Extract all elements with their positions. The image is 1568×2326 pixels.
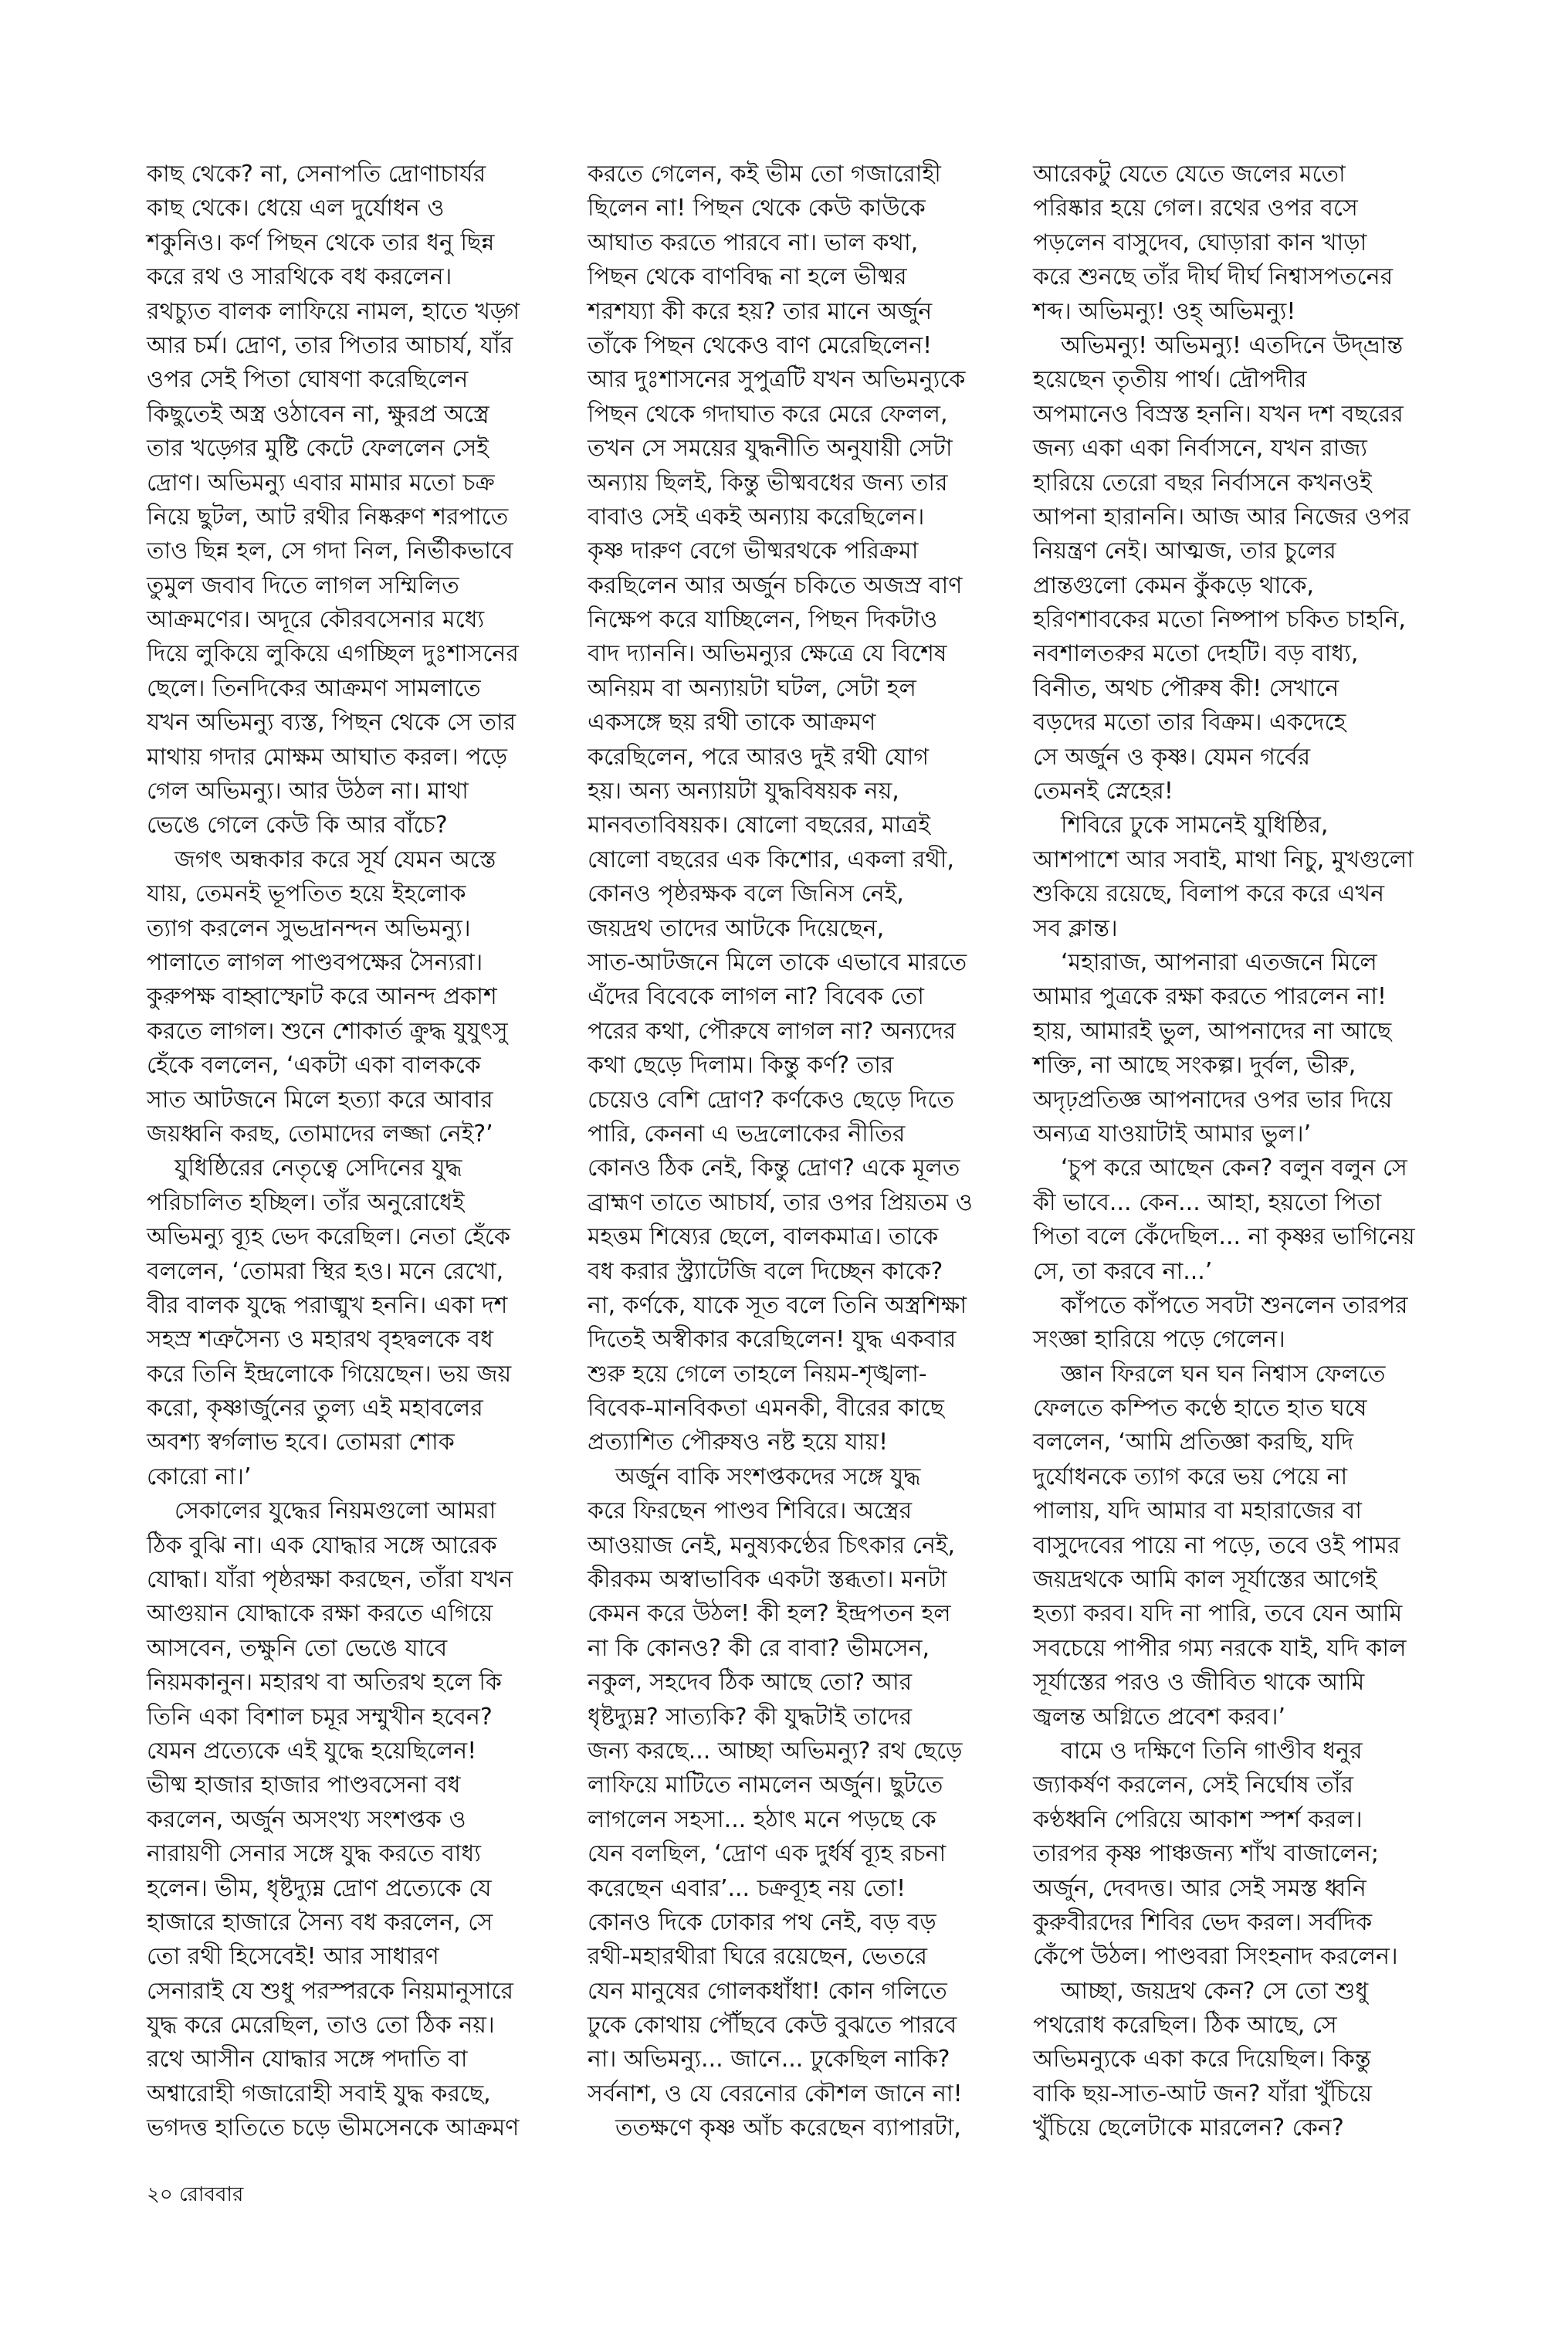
text-line: ছিলেন না! পিছন থেকে কেউ কাউকে (588, 195, 926, 222)
text-line: পিতা বলে কেঁদেছিল... না কৃষ্ণর ভাগিনেয় (1033, 1223, 1415, 1251)
text-line: হারিয়ে তেরো বছর নির্বাসনে কখনওই (1033, 469, 1372, 497)
text-line: বাদ দ্যাননি। অভিমন্যুর ক্ষেত্রে যে বিশেষ (588, 640, 947, 668)
text-line: জগৎ অন্ধকার করে সূর্য যেমন অস্তে (174, 846, 496, 873)
text-line: কী ভাবে... কেন... আহা, হয়তো পিতা (1033, 1188, 1382, 1216)
text-line: না, কর্ণকে, যাকে সূত বলে তিনি অস্ত্রশিক্ষা (588, 1291, 967, 1319)
text-line: ভেঙে গেলে কেউ কি আর বাঁচে? (147, 812, 448, 839)
text-line: পালাতে লাগল পাণ্ডবপক্ষের সৈন্যরা। (147, 948, 483, 976)
text-line: অর্জুন, দেবদত্ত। আর সেই সমস্ত ধ্বনি (1033, 1874, 1366, 1902)
text-line: আক্রমণের। অদূরে কৌরবসেনার মধ্যে (147, 606, 485, 634)
text-line: হত্যা করব। যদি না পারি, তবে যেন আমি (1033, 1600, 1403, 1628)
text-line: তখন সে সময়ের যুদ্ধনীতি অনুযায়ী সেটা (588, 435, 953, 463)
text-line: দিয়ে লুকিয়ে লুকিয়ে এগচ্ছিল দুঃশাসনের (147, 640, 519, 668)
text-line: তো রথী হিসেবেই! আর সাধারণ (147, 1943, 439, 1971)
text-line: সংজ্ঞা হারিয়ে পড়ে গেলেন। (1033, 1326, 1285, 1354)
text-line: বামে ও দক্ষিণে তিনি গাণ্ডীব ধনুর (1061, 1737, 1363, 1765)
text-line: বধ করার স্ট্র্যাটেজি বলে দিচ্ছেন কাকে? (588, 1257, 943, 1285)
text-line: হায়, আমারই ভুল, আপনাদের না আছে (1033, 1017, 1392, 1045)
text-line: বাবাও সেই একই অন্যায় করেছিলেন। (588, 503, 925, 531)
text-line: দ্রোণ। অভিমন্যু এবার মামার মতো চক্র (147, 469, 495, 497)
text-line: সব ক্লান্ত। (1033, 914, 1118, 942)
text-line: ব্রাহ্মণ তাতে আচার্য, তার ওপর প্রিয়তম ও (588, 1188, 973, 1216)
text-line: তার খড়্গের মুষ্টি কেটে ফেললেন সেই (147, 435, 489, 463)
text-line: শুরু হয়ে গেলে তাহলে নিয়ম-শৃঙ্খলা- (588, 1360, 927, 1388)
magazine-name: রোববার (179, 2183, 244, 2206)
text-line: সর্বনাশ, ও যে বেরনোর কৌশল জানে না! (588, 2080, 963, 2107)
text-line: শব্দ। অভিমন্যু! ওহ্ অভিমন্যু! (1033, 297, 1296, 325)
text-line: জন্য একা একা নির্বাসনে, যখন রাজ্য (1033, 435, 1367, 463)
text-line: আচ্ছা, জয়দ্রথ কেন? সে তো শুধু (1061, 1977, 1369, 2005)
text-line: অন্যায় ছিলই, কিন্তু ভীষ্মবধের জন্য তার (588, 469, 948, 497)
text-line: আরেকটু যেতে যেতে জলের মতো (1033, 161, 1346, 188)
text-line: নারায়ণী সেনার সঙ্গে যুদ্ধ করতে বাধ্য (147, 1840, 481, 1868)
article-column-1 (147, 158, 579, 2146)
text-line: কোরো না।’ (147, 1463, 252, 1490)
text-line: শরশয্যা কী করে হয়? তার মানে অর্জুন (588, 297, 933, 325)
text-line: পরিচালিত হচ্ছিল। তাঁর অনুরোধেই (147, 1188, 465, 1216)
text-line: করো, কৃষ্ণার্জুনের তুল্য এই মহাবলের (147, 1395, 483, 1422)
text-line: যুদ্ধ করে মেরেছিল, তাও তো ঠিক নয়। (147, 2012, 495, 2039)
text-line: বাসুদেবের পায়ে না পড়ে, তবে ওই পামর (1033, 1531, 1400, 1559)
article-column-2 (588, 158, 1020, 2146)
text-line: খুঁচিয়ে ছেলেটাকে মারলেন? কেন? (1033, 2114, 1344, 2142)
text-line: অবশ্য স্বর্গলাভ হবে। তোমরা শোক (147, 1429, 455, 1456)
text-line: যোদ্ধা। যাঁরা পৃষ্ঠরক্ষা করছেন, তাঁরা যখন (147, 1566, 513, 1594)
text-line: ঠিক বুঝি না। এক যোদ্ধার সঙ্গে আরেক (147, 1531, 497, 1559)
text-line: কীরকম অস্বাভাবিক একটা স্তব্ধতা। মনটা (588, 1566, 947, 1594)
text-line: নবশালতরুর মতো দেহটি। বড় বাধ্য, (1033, 640, 1359, 668)
text-line: লাফিয়ে মাটিতে নামলেন অর্জুন। ছুটতে (588, 1772, 943, 1799)
text-line: আমার পুত্রকে রক্ষা করতে পারলেন না! (1033, 983, 1387, 1011)
text-line: আসবেন, তক্ষুনি তো ভেঙে যাবে (147, 1634, 448, 1662)
text-line: বিবেক-মানবিকতা এমনকী, বীরের কাছে (588, 1395, 944, 1422)
text-line: কেঁপে উঠল। পাণ্ডবরা সিংহনাদ করলেন। (1033, 1943, 1398, 1971)
text-line: হয়। অন্য অন্যায়টা যুদ্ধবিষয়ক নয়, (588, 778, 899, 805)
text-line: নিক্ষেপ করে যাচ্ছিলেন, পিছন দিকটাও (588, 606, 938, 634)
text-line: বীর বালক যুদ্ধে পরাঙ্মুখ হননি। একা দশ (147, 1291, 508, 1319)
text-line: অশ্বারোহী গজারোহী সবাই যুদ্ধ করছে, (147, 2080, 491, 2107)
text-line: আগুয়ান যোদ্ধাকে রক্ষা করতে এগিয়ে (147, 1600, 493, 1628)
text-line: যেন বলছিল, ‘দ্রোণ এক দুর্ধর্ষ ব্যূহ রচনা (588, 1840, 947, 1868)
text-line: যেমন প্রত্যেকে এই যুদ্ধে হয়েছিলেন! (147, 1737, 477, 1765)
text-line: করে ফিরছেন পাণ্ডব শিবিরে। অস্ত্রের (588, 1497, 913, 1525)
text-line: যুধিষ্ঠিরের নেতৃত্বে সেদিনের যুদ্ধ (174, 1155, 462, 1182)
text-line: কুরুপক্ষ বাহ্বাস্ফোট করে আনন্দ প্রকাশ (147, 983, 497, 1011)
text-line: আপনা হারাননি। আজ আর নিজের ওপর (1033, 503, 1411, 531)
text-line: শুকিয়ে রয়েছে, বিলাপ করে করে এখন (1033, 880, 1385, 908)
text-line: সেনারাই যে শুধু পরস্পরকে নিয়মানুসারে (147, 1977, 513, 2005)
text-line: কৃষ্ণ দারুণ বেগে ভীষ্মরথকে পরিক্রমা (588, 537, 919, 565)
text-line: করেছেন এবার’... চক্রব্যূহ নয় তো! (588, 1874, 906, 1902)
text-line: বড়দের মতো তার বিক্রম। একদেহে (1033, 709, 1346, 737)
text-line: করে শুনছে তাঁর দীর্ঘ দীর্ঘ নিশ্বাসপতনের (1033, 263, 1394, 291)
text-line: প্রত্যাশিত পৌরুষও নষ্ট হয়ে যায়! (588, 1429, 889, 1456)
text-line: অনিয়ম বা অন্যায়টা ঘটল, সেটা হল (588, 674, 916, 702)
text-line: পরের কথা, পৌরুষে লাগল না? অন্যদের (588, 1017, 956, 1045)
text-line: না। অভিমন্যু... জানে... ঢুকেছিল নাকি? (588, 2046, 950, 2073)
article-column-3 (1033, 158, 1465, 2146)
text-line: বিনীত, অথচ পৌরুষ কী! সেখানে (1033, 674, 1339, 702)
text-line: এঁদের বিবেকে লাগল না? বিবেক তো (588, 983, 924, 1011)
text-line: মাথায় গদার মোক্ষম আঘাত করল। পড়ে (147, 743, 508, 771)
text-line: সাত আটজনে মিলে হত্যা করে আবার (147, 1086, 493, 1114)
text-line: রথচ্যুত বালক লাফিয়ে নামল, হাতে খড়্গ (147, 297, 520, 325)
text-line: সে, তা করবে না...’ (1033, 1257, 1213, 1285)
text-line: ষোলো বছরের এক কিশোর, একলা রথী, (588, 846, 954, 873)
text-line: ত্যাগ করলেন সুভদ্রানন্দন অভিমন্যু। (147, 914, 471, 942)
text-line: যখন অভিমন্যু ব্যস্ত, পিছন থেকে সে তার (147, 709, 516, 737)
text-line: কাছ থেকে? না, সেনাপতি দ্রোণাচার্যর (147, 161, 486, 188)
text-line: শিবিরে ঢুকে সামনেই যুধিষ্ঠির, (1061, 812, 1329, 839)
text-line: হয়েছেন তৃতীয় পার্থ। দ্রৌপদীর (1033, 366, 1307, 394)
text-line: বললেন, ‘আমি প্রতিজ্ঞা করছি, যদি (1033, 1429, 1354, 1456)
text-line: কথা ছেড়ে দিলাম। কিন্তু কর্ণ? তার (588, 1052, 894, 1080)
text-line: না কি কোনও? কী রে বাবা? ভীমসেন, (588, 1634, 930, 1662)
text-line: গেল অভিমন্যু। আর উঠল না। মাথা (147, 778, 469, 805)
text-line: ততক্ষণে কৃষ্ণ আঁচ করেছেন ব্যাপারটা, (615, 2114, 961, 2142)
text-line: তারপর কৃষ্ণ পাঞ্চজন্য শাঁখ বাজালেন; (1033, 1840, 1380, 1868)
text-line: কুরুবীরদের শিবির ভেদ করল। সর্বদিক (1033, 1908, 1373, 1936)
text-line: যায়, তেমনই ভূপতিত হয়ে ইহলোক (147, 880, 466, 908)
text-line: করতে গেলেন, কই ভীম তো গজারোহী (588, 161, 941, 188)
text-line: ‘মহারাজ, আপনারা এতজনে মিলে (1061, 948, 1377, 976)
text-line: অভিমন্যু ব্যূহ ভেদ করেছিল। নেতা হেঁকে (147, 1223, 510, 1251)
text-line: জ্যাকর্ষণ করলেন, সেই নির্ঘোষ তাঁর (1033, 1772, 1354, 1799)
text-line: কাছ থেকে। ধেয়ে এল দুর্যোধন ও (147, 195, 445, 222)
text-line: কাঁপতে কাঁপতে সবটা শুনলেন তারপর (1061, 1291, 1408, 1319)
text-line: আঘাত করতে পারবে না। ভাল কথা, (588, 229, 919, 256)
text-line: হাজারে হাজারে সৈন্য বধ করলেন, সে (147, 1908, 493, 1936)
text-line: জয়দ্রথ তাদের আটকে দিয়েছেন, (588, 914, 885, 942)
text-line: জ্ঞান ফিরলে ঘন ঘন নিশ্বাস ফেলতে (1061, 1360, 1386, 1388)
text-line: রথে আসীন যোদ্ধার সঙ্গে পদাতি বা (147, 2046, 468, 2073)
text-line: আর দুঃশাসনের সুপুত্রটি যখন অভিমন্যুকে (588, 366, 966, 394)
text-line: করে তিনি ইন্দ্রলোকে গিয়েছেন। ভয় জয় (147, 1360, 512, 1388)
text-line: পড়লেন বাসুদেব, ঘোড়ারা কান খাড়া (1033, 229, 1367, 256)
text-line: সাত-আটজনে মিলে তাকে এভাবে মারতে (588, 948, 967, 976)
text-line: পিছন থেকে বাণবিদ্ধ না হলে ভীষ্মর (588, 263, 907, 291)
text-line: ছেলে। তিনদিকের আক্রমণ সামলাতে (147, 674, 481, 702)
text-line: অর্জুন বাকি সংশপ্তকদের সঙ্গে যুদ্ধ (615, 1463, 921, 1490)
text-line: নকুল, সহদেব ঠিক আছে তো? আর (588, 1669, 913, 1697)
text-line: তিনি একা বিশাল চমূর সম্মুখীন হবেন? (147, 1703, 493, 1731)
text-line: সবচেয়ে পাপীর গম্য নরকে যাই, যদি কাল (1033, 1634, 1407, 1662)
text-line: ভগদত্ত হাতিতে চড়ে ভীমসেনকে আক্রমণ (147, 2114, 520, 2142)
text-line: জ্বলন্ত অগ্নিতে প্রবেশ করব।’ (1033, 1703, 1286, 1731)
text-line: করে রথ ও সারথিকে বধ করলেন। (147, 263, 452, 291)
text-line: অভিমন্যু! অভিমন্যু! এতদিনে উদ্‌ভ্রান্ত (1061, 331, 1404, 359)
text-line: কোনও পৃষ্ঠরক্ষক বলে জিনিস নেই, (588, 880, 904, 908)
text-line: পারি, কেননা এ ভদ্রলোকের নীতির (588, 1120, 906, 1148)
text-line: অন্যত্র যাওয়াটাই আমার ভুল।’ (1033, 1120, 1312, 1148)
text-line: কোনও ঠিক নেই, কিন্তু দ্রোণ? একে মূলত (588, 1155, 960, 1182)
text-line: পরিষ্কার হয়ে গেল। রথের ওপর বসে (1033, 195, 1358, 222)
text-line: ভীষ্ম হাজার হাজার পাণ্ডবসেনা বধ (147, 1772, 461, 1799)
text-line: পথরোধ করেছিল। ঠিক আছে, সে (1033, 2012, 1337, 2039)
page-footer (147, 2179, 243, 2210)
text-line: মানবতাবিষয়ক। ষোলো বছরের, মাত্রই (588, 812, 930, 839)
text-line: সূর্যাস্তের পরও ও জীবিত থাকে আমি (1033, 1669, 1365, 1697)
text-line: যেন মানুষের গোলকধাঁধা! কোন গলিতে (588, 1977, 947, 2005)
text-line: অদৃঢ়প্রতিজ্ঞ আপনাদের ওপর ভার দিয়ে (1033, 1086, 1393, 1114)
text-line: কোনও দিকে ঢোকার পথ নেই, বড় বড় (588, 1908, 936, 1936)
text-line: সহস্র শত্রুসৈন্য ও মহারথ বৃহদ্বলকে বধ (147, 1326, 493, 1354)
text-line: আর চর্ম। দ্রোণ, তার পিতার আচার্য, যাঁর (147, 331, 513, 359)
text-line: ফেলতে কম্পিত কণ্ঠে হাতে হাত ঘষে (1033, 1395, 1367, 1422)
text-line: তুমুল জবাব দিতে লাগল সম্মিলিত (147, 571, 459, 599)
text-line: করছিলেন আর অর্জুন চকিতে অজস্র বাণ (588, 571, 963, 599)
text-line: জয়ধ্বনি করছ, তোমাদের লজ্জা নেই?’ (147, 1120, 493, 1148)
text-line: ধৃষ্টদ্যুম্ন? সাত্যকি? কী যুদ্ধটাই তাদের (588, 1703, 913, 1731)
text-line: জয়দ্রথকে আমি কাল সূর্যাস্তের আগেই (1033, 1566, 1377, 1594)
text-line: তাঁকে পিছন থেকেও বাণ মেরেছিলেন! (588, 331, 933, 359)
text-line: হলেন। ভীম, ধৃষ্টদ্যুম্ন দ্রোণ প্রত্যেকে যে (147, 1874, 492, 1902)
text-line: করলেন, অর্জুন অসংখ্য সংশপ্তক ও (147, 1806, 466, 1833)
text-line: অভিমন্যুকে একা করে দিয়েছিল। কিন্তু (1033, 2046, 1371, 2073)
text-line: বাকি ছয়-সাত-আট জন? যাঁরা খুঁচিয়ে (1033, 2080, 1373, 2107)
text-line: করতে লাগল। শুনে শোকার্ত ক্রুদ্ধ যুযুৎসু (147, 1017, 508, 1045)
text-line: করেছিলেন, পরে আরও দুই রথী যোগ (588, 743, 930, 771)
text-line: মহত্তম শিষ্যের ছেলে, বালকমাত্র। তাকে (588, 1223, 939, 1251)
text-line: তাও ছিন্ন হল, সে গদা নিল, নির্ভীকভাবে (147, 537, 513, 565)
text-line: দুর্যোধনকে ত্যাগ করে ভয় পেয়ে না (1033, 1463, 1348, 1490)
text-line: অপমানেও বিস্রস্ত হননি। যখন দশ বছরের (1033, 400, 1404, 428)
text-line: জন্য করছে... আচ্ছা অভিমন্যু? রথ ছেড়ে (588, 1737, 963, 1765)
text-line: নিয়ন্ত্রণ নেই। আত্মজ, তার চুলের (1033, 537, 1336, 565)
text-line: সে অর্জুন ও কৃষ্ণ। যেমন গর্বের (1033, 743, 1311, 771)
text-line: নিয়মকানুন। মহারথ বা অতিরথ হলে কি (147, 1669, 502, 1697)
text-line: বললেন, ‘তোমরা স্থির হও। মনে রেখো, (147, 1257, 504, 1285)
text-line: প্রান্তগুলো কেমন কুঁকড়ে থাকে, (1033, 571, 1314, 599)
text-line: আওয়াজ নেই, মনুষ্যকণ্ঠের চিৎকার নেই, (588, 1531, 956, 1559)
page-number: ২০ (147, 2183, 173, 2206)
text-line: হেঁকে বললেন, ‘একটা একা বালককে (147, 1052, 481, 1080)
text-line: রথী-মহারথীরা ঘিরে রয়েছেন, ভেতরে (588, 1943, 927, 1971)
text-line: কিছুতেই অস্ত্র ওঠাবেন না, ক্ষুরপ্র অস্ত্রে (147, 400, 489, 428)
text-line: তেমনই স্নেহের! (1033, 778, 1173, 805)
text-line: ওপর সেই পিতা ঘোষণা করেছিলেন (147, 366, 469, 394)
text-line: ‘চুপ করে আছেন কেন? বলুন বলুন সে (1061, 1155, 1407, 1182)
text-line: একসঙ্গে ছয় রথী তাকে আক্রমণ (588, 709, 876, 737)
text-line: চেয়েও বেশি দ্রোণ? কর্ণকেও ছেড়ে দিতে (588, 1086, 954, 1114)
text-line: শক্তি, না আছে সংকল্প। দুর্বল, ভীরু, (1033, 1052, 1356, 1080)
text-line: পালায়, যদি আমার বা মহারাজের বা (1033, 1497, 1362, 1525)
text-line: সেকালের যুদ্ধের নিয়মগুলো আমরা (174, 1497, 496, 1525)
text-line: ঢুকে কোথায় পৌঁছবে কেউ বুঝতে পারবে (588, 2012, 957, 2039)
text-line: নিয়ে ছুটল, আট রথীর নিষ্করুণ শরপাতে (147, 503, 509, 531)
text-line: কেমন করে উঠল! কী হল? ইন্দ্রপতন হল (588, 1600, 951, 1628)
text-line: লাগলেন সহসা... হঠাৎ মনে পড়ছে কে (588, 1806, 936, 1833)
text-line: দিতেই অস্বীকার করেছিলেন! যুদ্ধ একবার (588, 1326, 957, 1354)
text-line: কণ্ঠধ্বনি পেরিয়ে আকাশ স্পর্শ করল। (1033, 1806, 1363, 1833)
text-line: আশপাশে আর সবাই, মাথা নিচু, মুখগুলো (1033, 846, 1414, 873)
text-line: পিছন থেকে গদাঘাত করে মেরে ফেলল, (588, 400, 948, 428)
text-line: হরিণশাবকের মতো নিষ্পাপ চকিত চাহনি, (1033, 606, 1406, 634)
text-line: শকুনিও। কর্ণ পিছন থেকে তার ধনু ছিন্ন (147, 229, 495, 256)
